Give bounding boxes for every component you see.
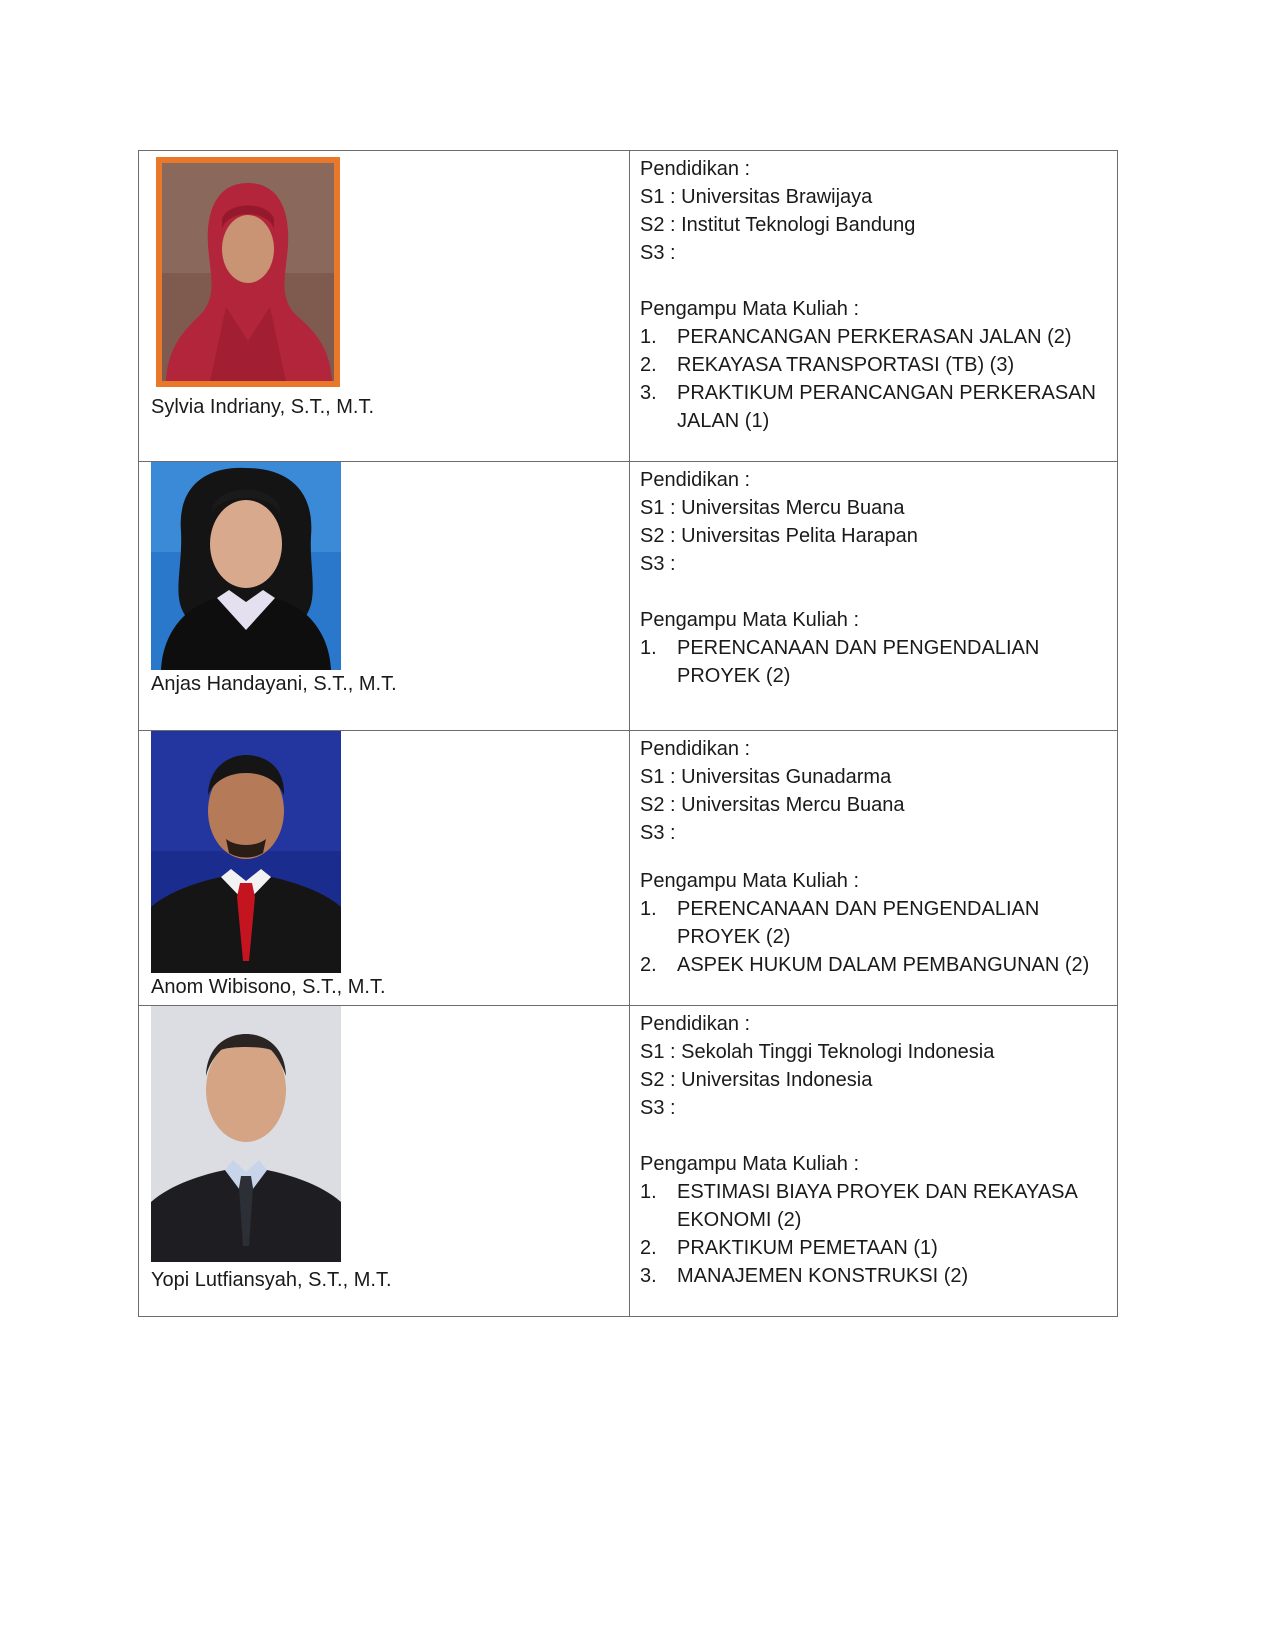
lecturer-info-cell — [630, 151, 1118, 462]
lecturer-photo-cell — [139, 731, 630, 1006]
courses-label: Pengampu Mata Kuliah : — [640, 870, 860, 892]
lecturer-photo-cell — [139, 151, 630, 462]
course-item: 1. PERENCANAAN DAN PENGENDALIAN PROYEK (2) — [640, 898, 1040, 948]
education-label: Pendidikan : — [640, 738, 751, 760]
education-s2: S2 : Universitas Pelita Harapan — [640, 525, 918, 547]
lecturer-table — [138, 150, 1118, 1317]
lecturer-photo — [151, 462, 341, 670]
lecturer-photo-cell — [139, 462, 630, 731]
lecturer-row — [139, 462, 1118, 731]
education-s3: S3 : — [640, 553, 676, 575]
course-item: 1. PERANCANGAN PERKERASAN JALAN (2) — [640, 326, 1072, 348]
course-item: 2. ASPEK HUKUM DALAM PEMBANGUNAN (2) — [640, 954, 1090, 976]
education-s3: S3 : — [640, 822, 676, 844]
lecturer-info-cell — [630, 1006, 1118, 1317]
education-s1: S1 : Sekolah Tinggi Teknologi Indonesia — [640, 1041, 995, 1063]
education-s3: S3 : — [640, 242, 676, 264]
lecturer-photo — [151, 1006, 341, 1262]
lecturer-photo — [156, 157, 340, 387]
lecturer-name: Anom Wibisono, S.T., M.T. — [151, 976, 386, 998]
course-item: 3. MANAJEMEN KONSTRUKSI (2) — [640, 1265, 969, 1287]
lecturer-name: Sylvia Indriany, S.T., M.T. — [151, 396, 375, 418]
education-label: Pendidikan : — [640, 158, 751, 180]
education-s2: S2 : Universitas Mercu Buana — [640, 794, 905, 816]
education-s3: S3 : — [640, 1097, 676, 1119]
lecturer-row — [139, 1006, 1118, 1317]
course-item: 1. PERENCANAAN DAN PENGENDALIAN PROYEK (2) — [640, 637, 1040, 687]
course-item: 2. PRAKTIKUM PEMETAAN (1) — [640, 1237, 938, 1259]
education-s1: S1 : Universitas Gunadarma — [640, 766, 892, 788]
education-s2: S2 : Universitas Indonesia — [640, 1069, 873, 1091]
education-label: Pendidikan : — [640, 469, 751, 491]
lecturer-photo — [151, 731, 341, 973]
education-s2: S2 : Institut Teknologi Bandung — [640, 214, 916, 236]
course-item: 3. PRAKTIKUM PERANCANGAN PERKERASAN JALAN (1) — [640, 382, 1096, 432]
lecturer-row — [139, 731, 1118, 1006]
education-s1: S1 : Universitas Mercu Buana — [640, 497, 905, 519]
lecturer-row — [139, 151, 1118, 462]
courses-label: Pengampu Mata Kuliah : — [640, 609, 860, 631]
course-item: 2. REKAYASA TRANSPORTASI (TB) (3) — [640, 354, 1015, 376]
education-s1: S1 : Universitas Brawijaya — [640, 186, 873, 208]
lecturer-info-cell — [630, 731, 1118, 1006]
lecturer-name: Yopi Lutfiansyah, S.T., M.T. — [151, 1269, 392, 1291]
lecturer-photo-cell — [139, 1006, 630, 1317]
courses-label: Pengampu Mata Kuliah : — [640, 1153, 860, 1175]
courses-label: Pengampu Mata Kuliah : — [640, 298, 860, 320]
lecturer-name: Anjas Handayani, S.T., M.T. — [151, 673, 397, 695]
lecturer-info-cell — [630, 462, 1118, 731]
education-label: Pendidikan : — [640, 1013, 751, 1035]
course-item: 1. ESTIMASI BIAYA PROYEK DAN REKAYASA EKONOMI (2) — [640, 1181, 1077, 1231]
